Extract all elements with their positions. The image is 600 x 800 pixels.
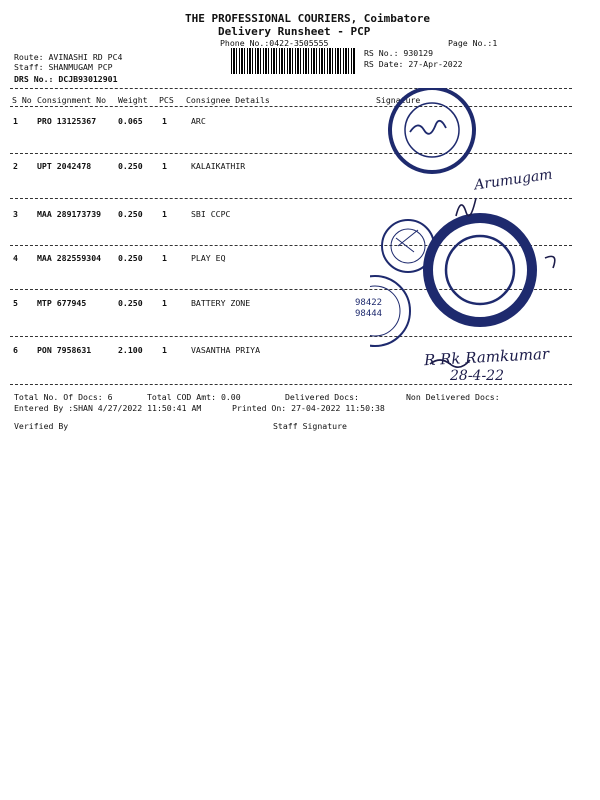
company-title: THE PROFESSIONAL COURIERS, Coimbatore — [185, 12, 431, 25]
row-consignee: ARC — [191, 116, 206, 126]
route-label: Route: AVINASHI RD PC4 — [14, 52, 123, 62]
col-sno: S No — [12, 95, 32, 105]
signature-row2: Arumugam — [473, 166, 554, 194]
row-consignment: PON 7958631 — [37, 345, 92, 355]
institute-stamp — [390, 88, 474, 172]
stamp5-number-1: 98422 — [355, 298, 383, 308]
runsheet-title: Delivery Runsheet - PCP — [218, 25, 371, 38]
printed-on: Printed On: 27-04-2022 11:50:38 — [232, 403, 385, 413]
entered-by: Entered By :SHAN 4/27/2022 11:50:41 AM — [14, 403, 202, 413]
row-weight: 0.250 — [118, 161, 143, 171]
rs-date: RS Date: 27-Apr-2022 — [364, 59, 463, 69]
row-weight: 0.065 — [118, 116, 143, 126]
row-sno: 2 — [13, 161, 18, 171]
drs-number: DRS No.: DCJB93012901 — [14, 74, 118, 84]
row-consignment: MAA 282559304 — [37, 253, 102, 263]
row-weight: 0.250 — [118, 298, 143, 308]
row-consignee: PLAY EQ — [191, 253, 226, 263]
row-sno: 1 — [13, 116, 18, 126]
total-docs: Total No. Of Docs: 6 — [14, 392, 113, 402]
signature-row6: R Rk Ramkumar — [423, 344, 550, 370]
row-pcs: 1 — [162, 161, 167, 171]
row-consignment: MAA 289173739 — [37, 209, 102, 219]
row-pcs: 1 — [162, 253, 167, 263]
delivered-docs: Delivered Docs: — [285, 392, 359, 402]
stamp5-number-2: 98444 — [355, 309, 383, 319]
page-number: Page No.:1 — [448, 38, 498, 48]
col-consignment: Consignment No — [37, 95, 107, 105]
row-consignee: VASANTHA PRIYA — [191, 345, 261, 355]
col-weight: Weight — [118, 95, 148, 105]
row-pcs: 1 — [162, 209, 167, 219]
row-consignee: SBI CCPC — [191, 209, 231, 219]
row-sno: 6 — [13, 345, 18, 355]
col-pcs: PCS — [159, 95, 174, 105]
row-weight: 2.100 — [118, 345, 143, 355]
total-cod: Total COD Amt: 0.00 — [147, 392, 241, 402]
signature-stamps — [370, 88, 595, 388]
row-weight: 0.250 — [118, 209, 143, 219]
row-consignee: BATTERY ZONE — [191, 298, 251, 308]
non-delivered-docs: Non Delivered Docs: — [406, 392, 500, 402]
row-consignment: PRO 13125367 — [37, 116, 97, 126]
row-consignment: MTP 677945 — [37, 298, 87, 308]
row-pcs: 1 — [162, 298, 167, 308]
row-consignee: KALAIKATHIR — [191, 161, 246, 171]
col-consignee: Consignee Details — [186, 95, 270, 105]
row-sno: 5 — [13, 298, 18, 308]
row-sno: 4 — [13, 253, 18, 263]
col-signature: Signature — [376, 95, 421, 105]
rs-number: RS No.: 930129 — [364, 48, 434, 58]
staff-label: Staff: SHANMUGAM PCP — [14, 62, 113, 72]
play-equipment-stamp — [428, 218, 532, 322]
staff-signature: Staff Signature — [273, 421, 347, 431]
signature-row6-date: 28-4-22 — [450, 368, 504, 384]
row-consignment: UPT 2042478 — [37, 161, 92, 171]
row-sno: 3 — [13, 209, 18, 219]
row-weight: 0.250 — [118, 253, 143, 263]
verified-by: Verified By — [14, 421, 69, 431]
barcode — [231, 48, 355, 74]
phone-number: Phone No.:0422-3505555 — [220, 38, 329, 48]
row-pcs: 1 — [162, 345, 167, 355]
row-pcs: 1 — [162, 116, 167, 126]
